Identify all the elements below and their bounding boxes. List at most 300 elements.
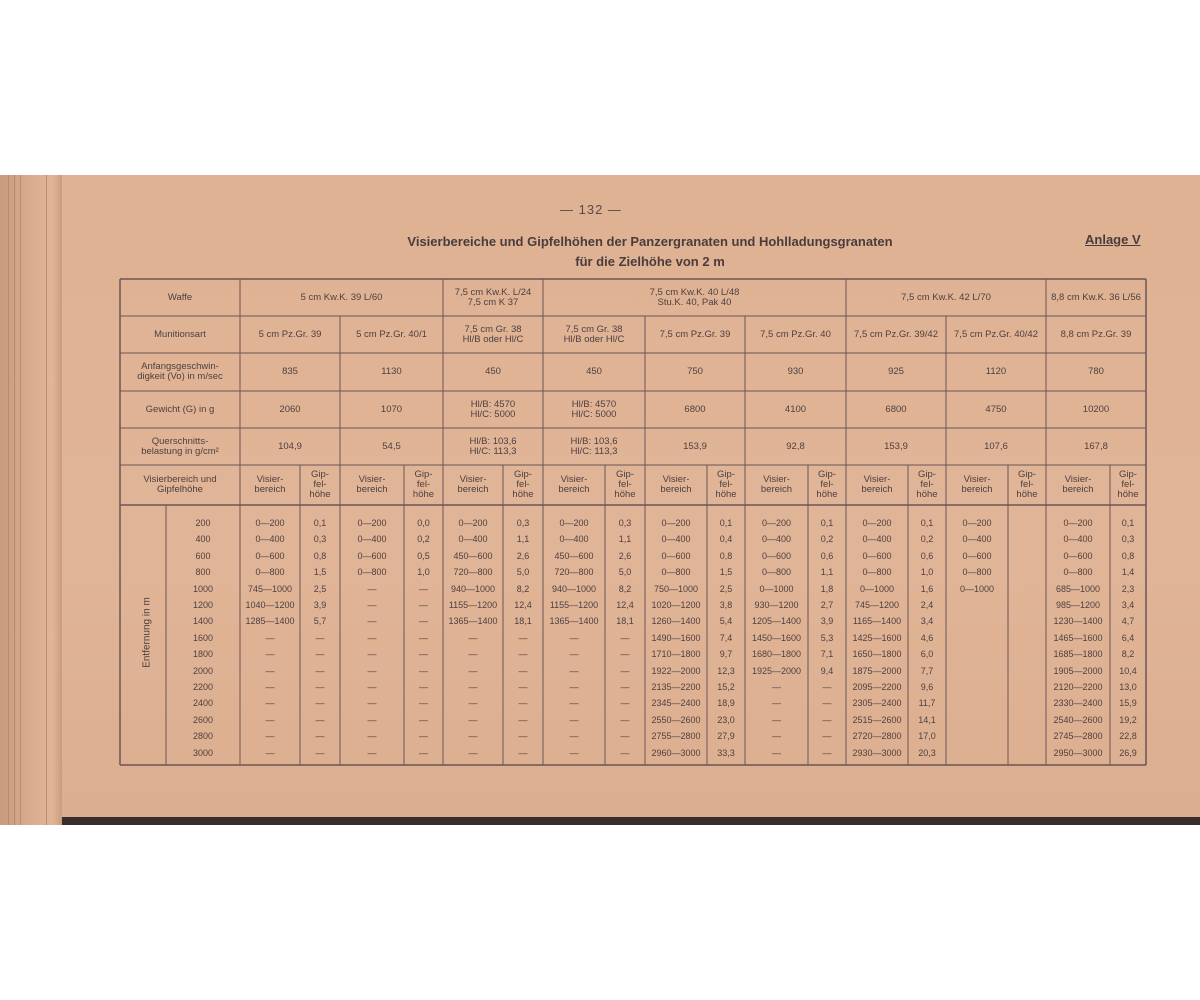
muzzle-velocity: 1130 (381, 366, 402, 377)
gipfelhoehe-value: — (620, 698, 630, 709)
gipfelhoehe-value: 1,1 (516, 534, 530, 545)
muzzle-velocity: 780 (1088, 366, 1104, 377)
visierbereich-value: 2755—2800 (651, 731, 701, 742)
gipfelhoehe-value: 18,9 (717, 698, 735, 709)
visierbereich-value: — (265, 682, 275, 692)
gipfelhoehe-value: — (315, 747, 325, 758)
munition-name: 7,5 cm Pz.Gr. 39 (659, 328, 731, 340)
sectional-density: 92,8 (786, 440, 805, 452)
gipfelhoehe-value: 0,5 (417, 550, 430, 561)
visierbereich-value: 2960—3000 (651, 747, 701, 758)
gipfelhoehe-value: 0,8 (313, 550, 327, 561)
subheader-gipfelhoehe: Gip- fel- höhe (412, 469, 435, 500)
weapon-header: 7,5 cm Kw.K. 42 L/70 (901, 291, 991, 303)
label-gewicht: Gewicht (G) in g (145, 403, 215, 415)
gipfelhoehe-value: — (419, 583, 428, 594)
visierbereich-value: 2095—2200 (852, 682, 902, 692)
distance-value: 3000 (192, 747, 214, 758)
visierbereich-value: 2345—2400 (651, 698, 701, 709)
visierbereich-value: 450—600 (453, 550, 493, 561)
gipfelhoehe-value: — (518, 714, 528, 725)
visierbereich-value: 0—800 (661, 567, 691, 578)
gipfelhoehe-value: 0,0 (417, 518, 430, 528)
gipfelhoehe-value: 19,2 (1119, 714, 1137, 725)
gipfelhoehe-value: — (315, 665, 325, 676)
visierbereich-value: 2720—2800 (852, 731, 902, 742)
label-visierbereich: Visierbereich und Gipfelhöhe (143, 474, 217, 495)
gipfelhoehe-value: 0,6 (920, 550, 934, 561)
visierbereich-value: 1155—1200 (448, 600, 498, 610)
gipfelhoehe-value: 1,4 (1121, 567, 1135, 578)
visierbereich-value (946, 597, 1008, 613)
visierbereich-value: — (265, 665, 275, 676)
shell-weight: Hl/B: 4570 Hl/C: 5000 (470, 398, 516, 420)
gipfelhoehe-value: — (315, 731, 325, 742)
visierbereich-value (946, 630, 1008, 646)
visierbereich-value: 0—600 (862, 550, 892, 561)
visierbereich-value: 1922—2000 (651, 665, 701, 676)
visierbereich-value: 0—400 (255, 534, 285, 545)
gipfelhoehe-value: 17,0 (918, 731, 936, 742)
gipfelhoehe-value: 2,3 (1121, 583, 1135, 594)
visierbereich-value: — (367, 632, 377, 643)
subheader-visierbereich: Visier- bereich (254, 474, 286, 495)
gipfelhoehe-value: — (822, 731, 832, 742)
gipfelhoehe-value: 27,9 (717, 731, 735, 742)
gipfelhoehe-value: 0,6 (820, 550, 834, 561)
subheader-gipfelhoehe: Gip- fel- höhe (309, 469, 331, 500)
distance-value: 800 (195, 567, 211, 578)
gipfelhoehe-value (1008, 564, 1046, 580)
muzzle-velocity: 750 (687, 366, 703, 377)
gipfelhoehe-value: — (315, 649, 325, 660)
visierbereich-value: — (367, 714, 377, 725)
munition-name: 8,8 cm Pz.Gr. 39 (1060, 328, 1132, 340)
visierbereich-value: — (468, 649, 478, 660)
gipfelhoehe-value: 1,6 (920, 583, 934, 594)
visierbereich-value: 1165—1400 (852, 616, 902, 627)
visierbereich-value: 0—200 (559, 518, 589, 528)
visierbereich-value: 0—800 (255, 567, 285, 578)
gipfelhoehe-value: 0,3 (618, 518, 632, 528)
distance-value: 1200 (192, 600, 214, 610)
gipfelhoehe-value: 0,1 (313, 518, 327, 528)
visierbereich-value: 1875—2000 (852, 665, 902, 676)
sectional-density: 104,9 (278, 440, 302, 452)
gipfelhoehe-value: — (822, 714, 832, 725)
visierbereich-value: 0—200 (962, 518, 992, 528)
gipfelhoehe-value: 15,9 (1119, 698, 1137, 709)
gipfelhoehe-value: — (518, 665, 528, 676)
gipfelhoehe-value: 3,8 (719, 600, 733, 610)
gipfelhoehe-value: 1,0 (417, 567, 430, 578)
visierbereich-value: 1285—1400 (245, 616, 295, 627)
gipfelhoehe-value: 3,9 (313, 600, 327, 610)
visierbereich-value: 0—200 (1063, 518, 1093, 528)
visierbereich-value: — (468, 747, 478, 758)
visierbereich-value: 1465—1600 (1053, 632, 1103, 643)
sectional-density: 54,5 (382, 440, 401, 452)
distance-value: 200 (195, 518, 211, 528)
gipfelhoehe-value: — (419, 600, 428, 610)
visierbereich-value: — (772, 747, 781, 758)
distance-value: 2200 (192, 682, 214, 692)
gipfelhoehe-value: 0,1 (820, 518, 834, 528)
visierbereich-value: 2550—2600 (651, 714, 701, 725)
gipfelhoehe-value: — (419, 616, 428, 627)
subheader-gipfelhoehe: Gip- fel- höhe (816, 469, 838, 500)
gipfelhoehe-value: 1,1 (820, 567, 834, 578)
gipfelhoehe-value: 2,5 (313, 583, 327, 594)
visierbereich-value: 1710—1800 (651, 649, 701, 660)
visierbereich-value: 0—200 (761, 518, 792, 528)
weapon-header: 7,5 cm Kw.K. L/24 7,5 cm K 37 (454, 286, 532, 308)
visierbereich-value: — (569, 649, 579, 660)
visierbereich-value (946, 728, 1008, 744)
visierbereich-value: 1650—1800 (852, 649, 902, 660)
visierbereich-value: — (468, 682, 478, 692)
gipfelhoehe-value: 8,2 (618, 583, 632, 594)
label-v0: Anfangsgeschwin- digkeit (Vo) in m/sec (137, 361, 223, 382)
visierbereich-value: — (772, 731, 781, 742)
visierbereich-value: — (772, 682, 781, 692)
subheader-visierbereich: Visier- bereich (861, 474, 893, 495)
appendix-label: Anlage V (1085, 232, 1141, 247)
visierbereich-value: — (265, 632, 275, 643)
gipfelhoehe-value: 10,4 (1119, 665, 1137, 676)
distance-value: 1600 (192, 632, 214, 643)
gipfelhoehe-value: — (315, 632, 325, 643)
visierbereich-value (946, 745, 1008, 761)
shell-weight: 6800 (885, 403, 907, 415)
gipfelhoehe-value: — (620, 632, 630, 643)
gipfelhoehe-value (1008, 663, 1046, 679)
gipfelhoehe-value: — (620, 665, 630, 676)
gipfelhoehe-value: 0,8 (1121, 550, 1135, 561)
subheader-gipfelhoehe: Gip- fel- höhe (1117, 469, 1139, 500)
shell-weight: 4100 (784, 403, 807, 415)
gipfelhoehe-value: 0,3 (313, 534, 327, 545)
visierbereich-value: 0—600 (761, 550, 792, 561)
visierbereich-value: 2540—2600 (1053, 714, 1103, 725)
subheader-visierbereich: Visier- bereich (356, 474, 388, 495)
distance-value: 600 (195, 550, 211, 561)
subheader-gipfelhoehe: Gip- fel- höhe (512, 469, 534, 500)
gipfelhoehe-value: — (518, 682, 528, 692)
visierbereich-value: 0—200 (862, 518, 892, 528)
gipfelhoehe-value: 0,2 (820, 534, 834, 545)
visierbereich-value: — (367, 747, 377, 758)
gipfelhoehe-value: 2,7 (820, 600, 834, 610)
gipfelhoehe-value: 5,0 (618, 567, 632, 578)
gipfelhoehe-value: 12,3 (717, 665, 735, 676)
visierbereich-value: — (569, 698, 579, 709)
visierbereich-value: 0—800 (962, 567, 992, 578)
gipfelhoehe-value (1008, 531, 1046, 547)
gipfelhoehe-value (1008, 548, 1046, 564)
visierbereich-value: 0—800 (1063, 567, 1093, 578)
visierbereich-value (946, 613, 1008, 629)
visierbereich-value (946, 646, 1008, 662)
visierbereich-value: — (569, 714, 579, 725)
label-entfernung: Entfernung in m (141, 597, 153, 668)
visierbereich-value: 0—600 (962, 550, 992, 561)
visierbereich-value: — (772, 698, 781, 709)
visierbereich-value: 0—400 (962, 534, 992, 545)
subheader-visierbereich: Visier- bereich (558, 474, 590, 495)
visierbereich-value: 1685—1800 (1053, 649, 1103, 660)
gipfelhoehe-value: 1,8 (820, 583, 834, 594)
visierbereich-value: 1925—2000 (751, 665, 802, 676)
gipfelhoehe-value: 6,0 (920, 649, 934, 660)
visierbereich-value: 720—800 (453, 567, 493, 578)
gipfelhoehe-value: — (315, 682, 325, 692)
visierbereich-value: — (569, 747, 579, 758)
visierbereich-value: 0—400 (661, 534, 691, 545)
visierbereich-value: 0—800 (862, 567, 892, 578)
page-number: — 132 — (560, 202, 622, 217)
visierbereich-value: 720—800 (554, 567, 594, 578)
gipfelhoehe-value (1008, 597, 1046, 613)
gipfelhoehe-value: 15,2 (717, 682, 735, 692)
munition-name: 7,5 cm Pz.Gr. 39/42 (854, 328, 938, 340)
subheader-visierbereich: Visier- bereich (1062, 474, 1094, 495)
gipfelhoehe-value: — (419, 682, 428, 692)
sectional-density: 153,9 (683, 440, 707, 452)
gipfelhoehe-value: 12,4 (514, 600, 532, 610)
visierbereich-value: 745—1000 (247, 583, 293, 594)
visierbereich-value: — (265, 649, 275, 660)
visierbereich-value: — (367, 600, 377, 610)
visierbereich-value: 0—1000 (859, 583, 895, 594)
visierbereich-value: — (772, 714, 781, 725)
gipfelhoehe-value (1008, 712, 1046, 728)
gipfelhoehe-value: 1,1 (618, 534, 632, 545)
gipfelhoehe-value: 3,4 (1121, 600, 1135, 610)
gipfelhoehe-value: 5,4 (719, 616, 733, 627)
visierbereich-value: 750—1000 (653, 583, 699, 594)
distance-value: 1000 (192, 583, 214, 594)
gipfelhoehe-value: — (518, 731, 528, 742)
distance-value: 400 (195, 534, 211, 545)
gipfelhoehe-value: 8,2 (516, 583, 530, 594)
visierbereich-value: 685—1000 (1055, 583, 1101, 594)
gipfelhoehe-value: 8,2 (1121, 649, 1135, 660)
gipfelhoehe-value: 2,6 (618, 550, 632, 561)
munition-name: 5 cm Pz.Gr. 40/1 (356, 328, 427, 340)
gipfelhoehe-value: — (419, 731, 428, 742)
gipfelhoehe-value (1008, 581, 1046, 597)
gipfelhoehe-value: — (822, 682, 832, 692)
distance-value: 1800 (192, 649, 214, 660)
sectional-density: Hl/B: 103,6 Hl/C: 113,3 (469, 435, 517, 457)
visierbereich-value: 0—600 (255, 550, 285, 561)
visierbereich-value: 1490—1600 (651, 632, 701, 643)
sectional-density: 107,6 (984, 440, 1008, 452)
munition-name: 7,5 cm Pz.Gr. 40/42 (954, 328, 1038, 340)
visierbereich-value: 0—200 (458, 518, 488, 528)
visierbereich-value: 0—400 (357, 534, 387, 545)
visierbereich-value: — (569, 665, 579, 676)
visierbereich-value (946, 679, 1008, 695)
distance-value: 2600 (192, 714, 214, 725)
visierbereich-value: 1680—1800 (751, 649, 802, 660)
gipfelhoehe-value: 11,7 (918, 698, 936, 709)
gipfelhoehe-value: — (419, 665, 428, 676)
visierbereich-value: 0—600 (357, 550, 387, 561)
gipfelhoehe-value: 5,3 (820, 632, 834, 643)
gipfelhoehe-value: 7,7 (920, 665, 934, 676)
muzzle-velocity: 450 (485, 366, 501, 377)
gipfelhoehe-value: 0,8 (719, 550, 733, 561)
gipfelhoehe-value: 18,1 (514, 616, 532, 627)
gipfelhoehe-value: 22,8 (1119, 731, 1137, 742)
visierbereich-value: — (367, 649, 377, 660)
gipfelhoehe-value (1008, 613, 1046, 629)
gipfelhoehe-value: 4,6 (920, 632, 934, 643)
gipfelhoehe-value: — (620, 714, 630, 725)
distance-value: 2800 (192, 731, 214, 742)
visierbereich-value: 1365—1400 (549, 616, 599, 627)
gipfelhoehe-value: 3,9 (820, 616, 834, 627)
gipfelhoehe-value: — (620, 649, 630, 660)
visierbereich-value: — (265, 747, 275, 758)
subheader-gipfelhoehe: Gip- fel- höhe (1016, 469, 1038, 500)
munition-name: 5 cm Pz.Gr. 39 (258, 328, 322, 340)
subheader-visierbereich: Visier- bereich (660, 474, 692, 495)
gipfelhoehe-value: 18,1 (616, 616, 634, 627)
visierbereich-value: — (265, 698, 275, 709)
visierbereich-value: — (468, 698, 478, 709)
subheader-visierbereich: Visier- bereich (760, 474, 793, 495)
visierbereich-value: 930—1200 (754, 600, 799, 610)
visierbereich-value: — (468, 632, 478, 643)
gipfelhoehe-value: — (419, 632, 428, 643)
label-munitionsart: Munitionsart (154, 328, 206, 340)
gipfelhoehe-value: 7,1 (820, 649, 834, 660)
munition-name: 7,5 cm Gr. 38 Hl/B oder Hl/C (563, 323, 625, 345)
visierbereich-value (946, 695, 1008, 711)
gipfelhoehe-value: — (620, 747, 630, 758)
visierbereich-value: — (367, 583, 377, 594)
visierbereich-value: 0—800 (761, 567, 792, 578)
gipfelhoehe-value: 7,4 (719, 632, 733, 643)
muzzle-velocity: 1120 (985, 366, 1007, 377)
gipfelhoehe-value: 0,4 (719, 534, 733, 545)
subheader-gipfelhoehe: Gip- fel- höhe (614, 469, 636, 500)
gipfelhoehe-value: — (419, 649, 428, 660)
muzzle-velocity: 835 (282, 366, 298, 377)
gipfelhoehe-value: 13,0 (1119, 682, 1137, 692)
visierbereich-value: 0—400 (458, 534, 488, 545)
shell-weight: 10200 (1082, 403, 1110, 415)
visierbereich-value: — (367, 682, 377, 692)
visierbereich-value (946, 712, 1008, 728)
gipfelhoehe-value: 1,5 (719, 567, 733, 578)
gipfelhoehe-value: 9,4 (820, 665, 834, 676)
title-line-1: Visierbereiche und Gipfelhöhen der Panzergranaten und Hohlladungsgranaten (407, 234, 893, 249)
visierbereich-value: 745—1200 (854, 600, 900, 610)
gipfelhoehe-value: 2,5 (719, 583, 733, 594)
muzzle-velocity: 930 (787, 366, 804, 377)
gipfelhoehe-value: — (315, 714, 325, 725)
gipfelhoehe-value: 14,1 (918, 714, 936, 725)
shell-weight: Hl/B: 4570 Hl/C: 5000 (571, 398, 617, 420)
visierbereich-value: 1450—1600 (751, 632, 802, 643)
visierbereich-value: 1155—1200 (549, 600, 599, 610)
gipfelhoehe-value: 2,6 (516, 550, 530, 561)
visierbereich-value: 0—600 (1063, 550, 1093, 561)
visierbereich-value: 2120—2200 (1053, 682, 1103, 692)
shell-weight: 2060 (279, 403, 301, 415)
sectional-density: 167,8 (1084, 440, 1108, 452)
gipfelhoehe-value: 20,3 (918, 747, 936, 758)
gipfelhoehe-value (1008, 728, 1046, 744)
gipfelhoehe-value: 3,4 (920, 616, 934, 627)
visierbereich-value: 1260—1400 (651, 616, 701, 627)
gipfelhoehe-value: 12,4 (616, 600, 634, 610)
scanned-book-spread (0, 175, 1200, 825)
muzzle-velocity: 925 (888, 366, 904, 377)
munition-name: 7,5 cm Pz.Gr. 40 (760, 328, 831, 340)
visierbereich-value: — (367, 698, 377, 709)
gipfelhoehe-value: — (822, 747, 832, 758)
gipfelhoehe-value: 9,6 (920, 682, 934, 692)
visierbereich-value: 0—400 (1063, 534, 1093, 545)
visierbereich-value: — (569, 682, 579, 692)
visierbereich-value: 1040—1200 (245, 600, 295, 610)
distance-value: 1400 (192, 616, 214, 627)
visierbereich-value: 0—1000 (959, 583, 995, 594)
visierbereich-value: — (265, 731, 275, 742)
subheader-gipfelhoehe: Gip- fel- höhe (715, 469, 737, 500)
gipfelhoehe-value: — (518, 747, 528, 758)
visierbereich-value: 940—1000 (551, 583, 597, 594)
label-querschnitt: Querschnitts- belastung in g/cm² (141, 435, 219, 457)
gipfelhoehe-value: 0,1 (1121, 518, 1135, 528)
gipfelhoehe-value: 23,0 (717, 714, 735, 725)
weapon-header: 7,5 cm Kw.K. 40 L/48 Stu.K. 40, Pak 40 (649, 286, 740, 308)
visierbereich-value: 450—600 (554, 550, 594, 561)
visierbereich-value: 2330—2400 (1053, 698, 1103, 709)
subheader-visierbereich: Visier- bereich (961, 474, 993, 495)
visierbereich-value: 0—200 (357, 518, 387, 528)
visierbereich-value: 0—400 (862, 534, 892, 545)
visierbereich-value: 0—1000 (759, 583, 794, 594)
visierbereich-value: — (367, 731, 377, 742)
gipfelhoehe-value: — (822, 698, 832, 709)
gipfelhoehe-value: 33,3 (717, 747, 735, 758)
visierbereich-value: 1905—2000 (1053, 665, 1103, 676)
shell-weight: 1070 (380, 403, 403, 415)
gipfelhoehe-value: 0,2 (417, 534, 430, 545)
visierbereich-value: — (468, 665, 478, 676)
visierbereich-value: — (569, 632, 579, 643)
gipfelhoehe-value: — (315, 698, 325, 709)
gipfelhoehe-value: — (518, 698, 528, 709)
visierbereich-value: 940—1000 (450, 583, 496, 594)
gipfelhoehe-value: 0,3 (516, 518, 530, 528)
gipfelhoehe-value (1008, 630, 1046, 646)
visierbereich-value: 2930—3000 (852, 747, 902, 758)
gipfelhoehe-value: 4,7 (1121, 616, 1135, 627)
visierbereich-value: — (367, 665, 377, 676)
gipfelhoehe-value: 0,3 (1121, 534, 1135, 545)
visierbereich-value: 0—600 (661, 550, 691, 561)
gipfelhoehe-value (1008, 745, 1046, 761)
gipfelhoehe-value: — (620, 731, 630, 742)
gipfelhoehe-value: 0,1 (920, 518, 934, 528)
